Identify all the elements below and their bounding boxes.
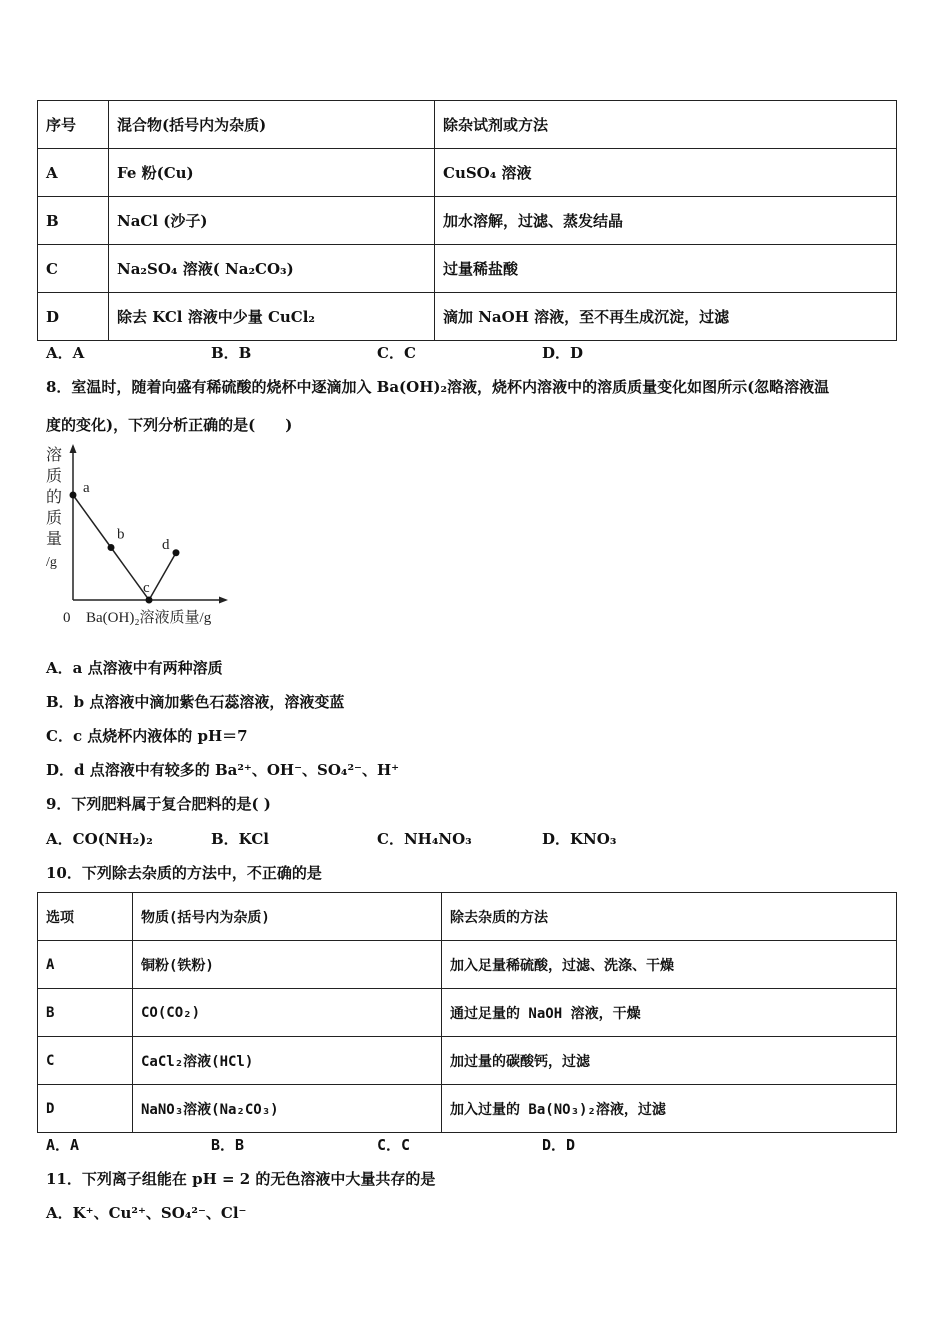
q10-option-b[interactable]: B．B [211,1136,245,1154]
table-cell: D [38,1085,133,1133]
table-cell: B [38,989,133,1037]
y-label-char: 质 [46,468,63,485]
table-row [38,1085,897,1133]
table-cell: 过量稀盐酸 [435,245,897,293]
table-cell: D [38,293,109,341]
table-row [38,1037,897,1085]
table-row [38,941,897,989]
table-header-cell: 选项 [38,893,133,941]
table-cell: Fe 粉(Cu) [109,149,435,197]
q7-option-a[interactable]: A．A [46,344,85,362]
question-10: 10．下列除去杂质的方法中，不正确的是 [46,864,322,882]
question-9: 9．下列肥料属于复合肥料的是( ) [46,795,271,813]
y-label-char: 质 [46,510,63,527]
table-cell: Na₂SO₄ 溶液( Na₂CO₃) [109,245,435,293]
table-cell: A [38,149,109,197]
q10-option-d[interactable]: D．D [542,1136,576,1154]
q8-option-c[interactable]: C．c 点烧杯内液体的 pH＝7 [46,727,248,745]
q10-option-c[interactable]: C．C [377,1136,411,1154]
data-points [70,480,180,604]
solute-mass-chart [40,442,240,630]
table-row [38,293,897,341]
data-label-c: c [143,580,150,596]
table-cell: B [38,197,109,245]
table-cell: 加水溶解，过滤、蒸发结晶 [435,197,897,245]
table-cell: 加入足量稀硫酸，过滤、洗涤、干燥 [442,941,897,989]
table-header-cell: 除杂试剂或方法 [435,101,897,149]
table-cell: NaCl (沙子) [109,197,435,245]
data-label-d: d [162,536,170,553]
table-cell: C [38,245,109,293]
table-cell: C [38,1037,133,1085]
table-cell: CO(CO₂) [133,989,442,1037]
q9-option-c[interactable]: C．NH₄NO₃ [377,830,472,848]
table-cell: CuSO₄ 溶液 [435,149,897,197]
q8-option-a[interactable]: A．a 点溶液中有两种溶质 [46,659,223,677]
question-8-line-2: 度的变化)，下列分析正确的是( ) [46,416,293,434]
x-axis-label: Ba(OH)₂溶液质量/g [86,610,212,626]
data-point-b [108,544,115,551]
table-row [38,245,897,293]
impurity-table [37,892,897,1133]
q9-option-a[interactable]: A．CO(NH₂)₂ [46,830,153,848]
table-cell: 除去 KCl 溶液中少量 CuCl₂ [109,293,435,341]
table-cell: NaNO₃溶液(Na₂CO₃) [133,1085,442,1133]
table-cell: 加过量的碳酸钙，过滤 [442,1037,897,1085]
y-label-char: 溶 [46,447,63,464]
table-cell: 通过足量的 NaOH 溶液，干燥 [442,989,897,1037]
table-row [38,197,897,245]
y-label-char: 的 [46,489,63,506]
origin-label: 0 [63,610,71,626]
table-cell: A [38,941,133,989]
q8-option-b[interactable]: B．b 点溶液中滴加紫色石蕊溶液，溶液变蓝 [46,693,345,711]
table-cell: 铜粉(铁粉) [133,941,442,989]
q7-option-c[interactable]: C．C [377,344,416,362]
q7-option-b[interactable]: B．B [211,344,252,362]
table-header-cell: 序号 [38,101,109,149]
y-axis-label [46,446,62,570]
table-cell: 滴加 NaOH 溶液，至不再生成沉淀，过滤 [435,293,897,341]
q11-option-a[interactable]: A．K⁺、Cu²⁺、SO₄²⁻、Cl⁻ [46,1204,247,1222]
q8-option-d[interactable]: D．d 点溶液中有较多的 Ba²⁺、OH⁻、SO₄²⁻、H⁺ [46,761,400,779]
q9-option-d[interactable]: D．KNO₃ [542,830,617,848]
table-row [38,989,897,1037]
table-header-cell: 物质(括号内为杂质) [133,893,442,941]
data-label-b: b [117,526,125,543]
x-axis-arrow [219,597,228,604]
table-cell: 加入过量的 Ba(NO₃)₂溶液，过滤 [442,1085,897,1133]
data-point-d [173,549,180,556]
question-8-line-1: 8．室温时，随着向盛有稀硫酸的烧杯中逐滴加入 Ba(OH)₂溶液，烧杯内溶液中的溶质质量变化如图所示(忽略溶液温 [46,378,830,396]
data-label-a: a [83,480,90,496]
q9-option-b[interactable]: B．KCl [211,830,269,848]
q7-option-d[interactable]: D．D [542,344,584,362]
y-axis-arrow [70,444,77,453]
y-label-char: 量 [46,531,63,548]
y-label-char: /g [46,555,57,570]
table-cell: CaCl₂溶液(HCl) [133,1037,442,1085]
table-header-cell: 除去杂质的方法 [442,893,897,941]
table-header-row [38,101,897,149]
q10-option-a[interactable]: A．A [46,1136,80,1154]
data-point-c [146,597,153,604]
table-row [38,149,897,197]
data-point-a [70,492,77,499]
table-header-row [38,893,897,941]
question-11: 11．下列离子组能在 pH = 2 的无色溶液中大量共存的是 [46,1170,436,1188]
table-header-cell: 混合物(括号内为杂质) [109,101,435,149]
series-line [73,495,176,600]
mixture-table [37,100,897,341]
